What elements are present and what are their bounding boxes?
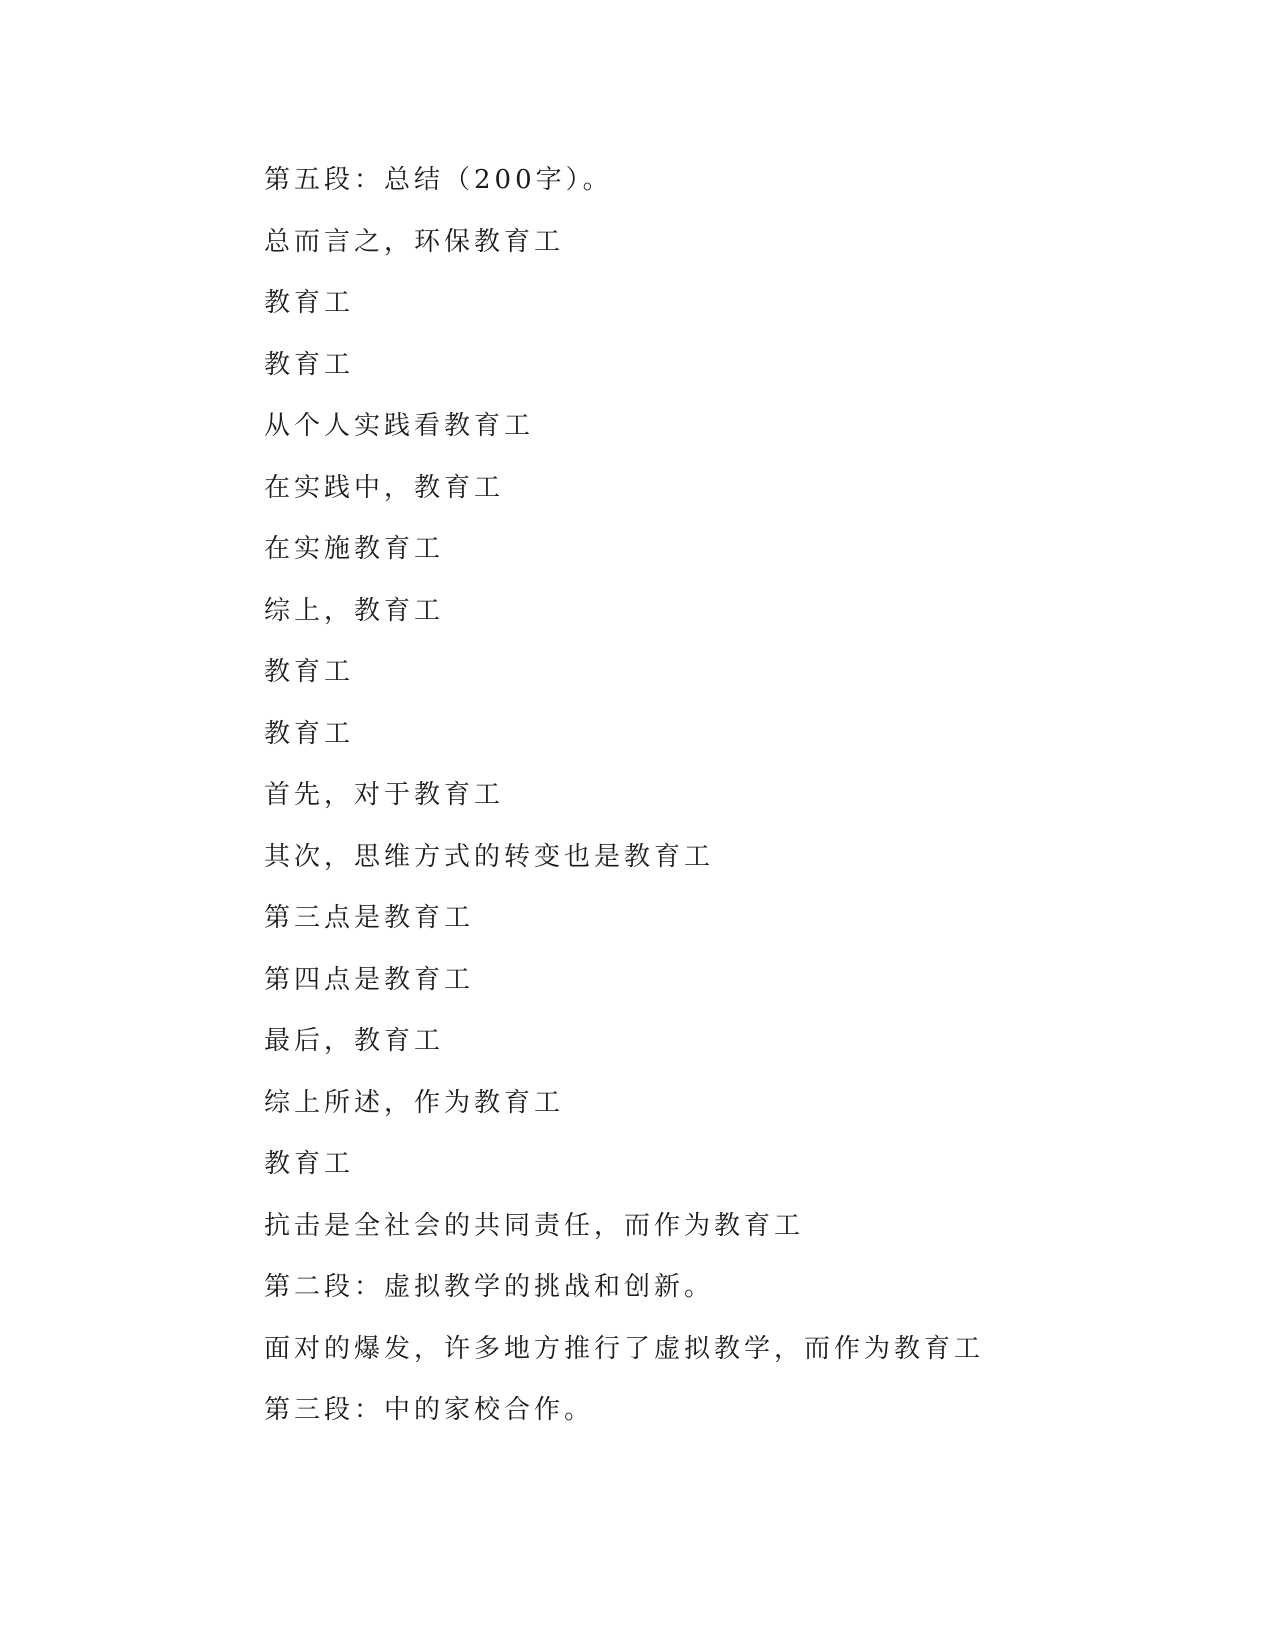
text-line: 教育工: [264, 718, 355, 749]
text-line: 第四点是教育工: [264, 964, 475, 995]
text-line: 教育工: [264, 349, 355, 380]
text-line: 从个人实践看教育工: [264, 411, 535, 441]
text-line: 教育工: [264, 657, 355, 687]
document-body: [264, 162, 984, 1454]
text-line: 总而言之，环保教育工: [264, 226, 565, 257]
text-line: 面对的爆发，许多地方推行了虚拟教学，而作为教育工: [264, 1333, 985, 1364]
text-line: 第五段：总结（200字）。: [264, 165, 613, 195]
text-line: 最后，教育工: [264, 1026, 445, 1056]
text-line: 教育工: [264, 288, 355, 318]
text-line: 教育工: [264, 1149, 355, 1179]
text-line: 第二段：虚拟教学的挑战和创新。: [264, 1272, 715, 1302]
text-line: 首先，对于教育工: [264, 780, 505, 810]
text-line: 第三段：中的家校合作。: [264, 1395, 595, 1425]
text-line: 其次，思维方式的转变也是教育工: [264, 841, 715, 872]
text-line: 在实践中，教育工: [264, 472, 505, 503]
text-line: 综上所述，作为教育工: [264, 1087, 565, 1118]
text-line: 抗击是全社会的共同责任，而作为教育工: [264, 1210, 805, 1241]
text-line: 综上，教育工: [264, 595, 445, 626]
text-line: 在实施教育工: [264, 534, 445, 564]
text-line: 第三点是教育工: [264, 903, 475, 933]
